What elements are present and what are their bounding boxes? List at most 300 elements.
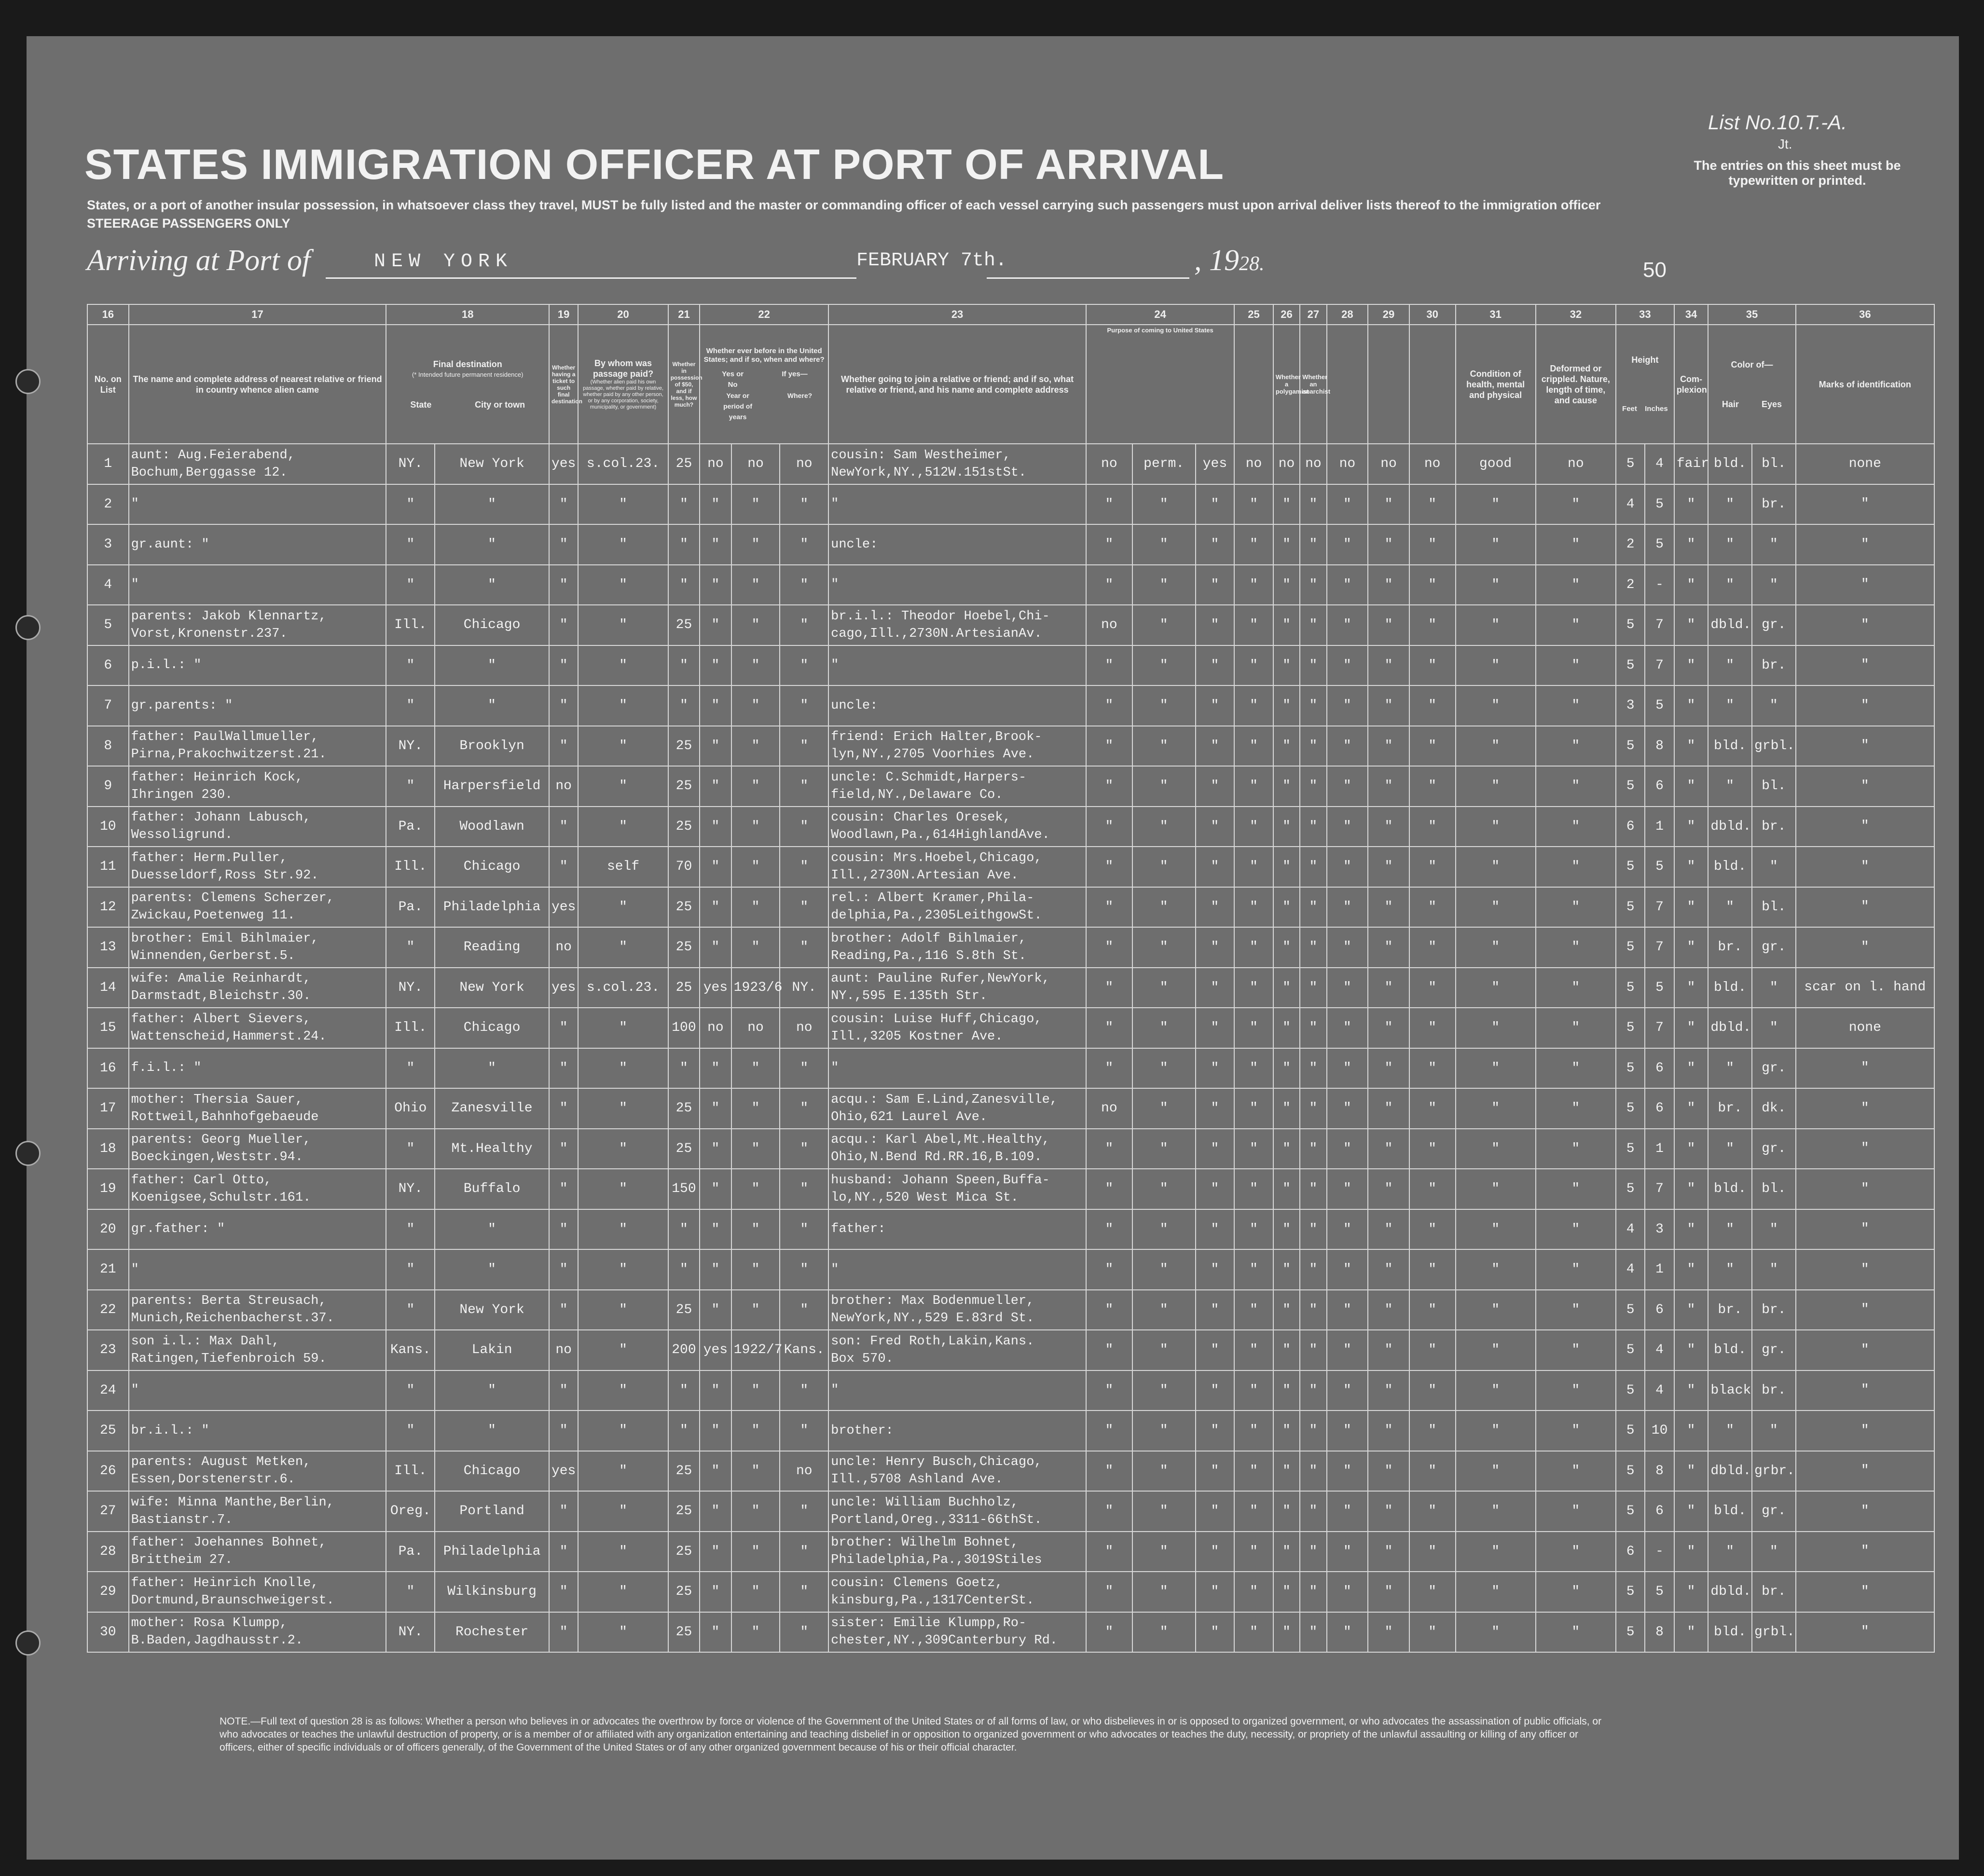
hdr-state: State: [410, 399, 432, 410]
cell-rel: [129, 1088, 386, 1129]
table-row: [87, 1129, 1934, 1169]
table-row: [87, 887, 1934, 928]
cell-ticket: ": [549, 1249, 578, 1290]
cell-ft: 5: [1616, 968, 1645, 1008]
cell-p3: ": [1196, 847, 1235, 887]
cell-eyes: gr.: [1752, 1048, 1796, 1089]
table-row: [87, 524, 1934, 565]
cell-join-line1: uncle: Henry Busch,Chicago,: [831, 1455, 1042, 1470]
cell-no: 3: [87, 524, 129, 565]
cell-c25: ": [1234, 1370, 1273, 1411]
cell-join-line2: Ill.,5708 Ashland Ave.: [831, 1472, 1003, 1487]
cell-yn: ": [700, 726, 731, 767]
cell-ticket: ": [549, 605, 578, 645]
cell-paid: ": [578, 1048, 668, 1089]
table-row: [87, 766, 1934, 807]
cell-c30: ": [1409, 565, 1456, 605]
cell-money: 25: [668, 766, 700, 807]
cell-yn: ": [700, 1169, 731, 1209]
cell-join: [828, 484, 1086, 525]
year-prefix: , 19: [1194, 244, 1239, 277]
cell-marks: ": [1796, 1330, 1934, 1370]
cell-where: ": [780, 1532, 828, 1572]
cell-deformed: ": [1536, 726, 1616, 767]
cell-marks: ": [1796, 887, 1934, 928]
cell-ticket: ": [549, 1410, 578, 1451]
cell-rel: [129, 1008, 386, 1048]
cell-c30: ": [1409, 1532, 1456, 1572]
cell-p3: ": [1196, 1209, 1235, 1250]
cell-c25: ": [1234, 1491, 1273, 1532]
cell-c28: ": [1327, 1532, 1368, 1572]
cell-marks: ": [1796, 1451, 1934, 1492]
cell-ticket: ": [549, 1129, 578, 1169]
cell-paid: ": [578, 726, 668, 767]
cell-paid: ": [578, 1451, 668, 1492]
cell-eyes: ": [1752, 1249, 1796, 1290]
cell-rel-line1: aunt: Aug.Feierabend,: [131, 448, 295, 463]
table-row: [87, 1612, 1934, 1653]
cell-c28: ": [1327, 726, 1368, 767]
cell-eyes: gr.: [1752, 1330, 1796, 1370]
cell-money: 25: [668, 1572, 700, 1612]
cell-hair: ": [1708, 887, 1752, 928]
cell-no: 13: [87, 927, 129, 968]
cell-money: ": [668, 1048, 700, 1089]
cell-health: ": [1456, 1572, 1536, 1612]
cell-health: ": [1456, 645, 1536, 686]
cell-yr: ": [731, 1612, 780, 1653]
cell-join: [828, 1048, 1086, 1089]
cell-p1: ": [1086, 726, 1132, 767]
cell-deformed: ": [1536, 1532, 1616, 1572]
arriving-label: Arriving at Port of: [87, 244, 311, 277]
cell-paid: ": [578, 1249, 668, 1290]
cell-c25: ": [1234, 1612, 1273, 1653]
cell-join-line1: cousin: Mrs.Hoebel,Chicago,: [831, 850, 1042, 865]
cell-eyes: ": [1752, 847, 1796, 887]
cell-c25: ": [1234, 1451, 1273, 1492]
cell-c27: ": [1300, 968, 1326, 1008]
cell-p2: ": [1132, 847, 1196, 887]
cell-health: ": [1456, 1330, 1536, 1370]
cell-yr: 1922/7: [731, 1330, 780, 1370]
cell-marks: ": [1796, 1572, 1934, 1612]
cell-paid: ": [578, 524, 668, 565]
cell-rel-line1: brother: Emil Bihlmaier,: [131, 931, 319, 946]
cell-c25: ": [1234, 887, 1273, 928]
cell-rel: [129, 1491, 386, 1532]
cell-hair: ": [1708, 565, 1752, 605]
cell-money: 200: [668, 1330, 700, 1370]
cell-join-line1: husband: Johann Speen,Buffa-: [831, 1173, 1050, 1188]
cell-city: Brooklyn: [435, 726, 549, 767]
cell-join-line1: uncle: William Buchholz,: [831, 1495, 1019, 1510]
cell-join: [828, 1249, 1086, 1290]
cell-deformed: ": [1536, 847, 1616, 887]
cell-deformed: ": [1536, 605, 1616, 645]
cell-c29: ": [1368, 605, 1409, 645]
cell-c30: ": [1409, 1451, 1456, 1492]
cell-marks: ": [1796, 766, 1934, 807]
col-num-25: 25: [1234, 304, 1273, 325]
table-row: [87, 927, 1934, 968]
hdr-anarchist-text: Whether an anarchist: [1302, 373, 1331, 395]
table-row: [87, 444, 1934, 484]
cell-money: 25: [668, 807, 700, 847]
cell-comp: ": [1674, 1169, 1708, 1209]
cell-deformed: ": [1536, 1209, 1616, 1250]
cell-where: ": [780, 807, 828, 847]
cell-c28: ": [1327, 1209, 1368, 1250]
cell-where: ": [780, 1249, 828, 1290]
cell-where: ": [780, 1572, 828, 1612]
port-name: NEW YORK: [374, 251, 513, 273]
hdr-paid-by: [578, 325, 668, 444]
cell-c30: ": [1409, 968, 1456, 1008]
cell-c25: ": [1234, 1088, 1273, 1129]
cell-p2: ": [1132, 1410, 1196, 1451]
cell-rel-line1: ": [131, 1262, 139, 1277]
cell-state: ": [386, 484, 435, 525]
cell-where: no: [780, 1451, 828, 1492]
cell-comp: ": [1674, 1370, 1708, 1411]
cell-c29: ": [1368, 1048, 1409, 1089]
cell-yn: ": [700, 887, 731, 928]
cell-state: ": [386, 766, 435, 807]
cell-ft: 5: [1616, 1410, 1645, 1451]
cell-hair: bld.: [1708, 1491, 1752, 1532]
cell-c26: ": [1273, 1532, 1300, 1572]
cell-join-line2: Portland,Oreg.,3311-66thSt.: [831, 1512, 1042, 1527]
cell-rel-line2: Duesseldorf,Ross Str.92.: [131, 868, 319, 883]
cell-money: ": [668, 565, 700, 605]
cell-join-line1: cousin: Clemens Goetz,: [831, 1575, 1003, 1590]
cell-join: [828, 524, 1086, 565]
manifest-sheet: [27, 36, 1959, 1860]
hdr-joining: Whether going to join a relative or friend; and if so, what relative or friend, and his name and complete address: [828, 325, 1086, 444]
cell-hair: ": [1708, 1249, 1752, 1290]
cell-c29: ": [1368, 1532, 1409, 1572]
cell-health: ": [1456, 1008, 1536, 1048]
cell-yr: ": [731, 1088, 780, 1129]
cell-yn: ": [700, 766, 731, 807]
hdr-paid-by-note: (Whether alien paid his own passage, whether paid by relative, whether paid by any other person, or by any corporation, society, municipality, or government): [583, 379, 664, 410]
cell-join-line2: kinsburg,Pa.,1317CenterSt.: [831, 1593, 1034, 1608]
hdr-no-on-list: No. on List: [87, 325, 129, 444]
cell-yr: no: [731, 1008, 780, 1048]
cell-no: 14: [87, 968, 129, 1008]
cell-no: 6: [87, 645, 129, 686]
cell-p1: ": [1086, 1249, 1132, 1290]
cell-c30: ": [1409, 1370, 1456, 1411]
cell-state: ": [386, 1209, 435, 1250]
cell-health: ": [1456, 847, 1536, 887]
cell-ft: 5: [1616, 645, 1645, 686]
cell-yr: ": [731, 1209, 780, 1250]
cell-c26: ": [1273, 1169, 1300, 1209]
cell-hair: dbld.: [1708, 1451, 1752, 1492]
cell-c26: ": [1273, 1088, 1300, 1129]
hdr-before-sub: [702, 369, 826, 390]
hdr-col-25: [1234, 325, 1273, 444]
cell-c26: ": [1273, 1491, 1300, 1532]
cell-eyes: bl.: [1752, 887, 1796, 928]
cell-where: ": [780, 1370, 828, 1411]
cell-join-line1: father:: [831, 1222, 886, 1237]
cell-no: 21: [87, 1249, 129, 1290]
cell-p2: ": [1132, 1451, 1196, 1492]
cell-p3: ": [1196, 1491, 1235, 1532]
cell-where: ": [780, 927, 828, 968]
cell-rel: [129, 1410, 386, 1451]
cell-marks: ": [1796, 1612, 1934, 1653]
cell-eyes: ": [1752, 1209, 1796, 1250]
cell-paid: ": [578, 1532, 668, 1572]
cell-rel-line2: Wessoligrund.: [131, 828, 233, 843]
cell-deformed: ": [1536, 1572, 1616, 1612]
table-row: [87, 484, 1934, 525]
cell-ticket: ": [549, 685, 578, 726]
cell-health: ": [1456, 968, 1536, 1008]
cell-ft: 6: [1616, 807, 1645, 847]
table-row: [87, 645, 1934, 686]
cell-yr: ": [731, 484, 780, 525]
cell-state: ": [386, 1048, 435, 1089]
cell-ft: 2: [1616, 565, 1645, 605]
cell-join: [828, 1491, 1086, 1532]
cell-p1: ": [1086, 927, 1132, 968]
cell-c28: ": [1327, 1008, 1368, 1048]
cell-marks: ": [1796, 927, 1934, 968]
table-row: [87, 1370, 1934, 1411]
cell-city: Chicago: [435, 605, 549, 645]
cell-where: ": [780, 1290, 828, 1330]
cell-city: Chicago: [435, 847, 549, 887]
cell-rel-line2: Ratingen,Tiefenbroich 59.: [131, 1351, 327, 1366]
cell-c26: ": [1273, 1209, 1300, 1250]
cell-rel: [129, 1330, 386, 1370]
cell-c28: ": [1327, 1088, 1368, 1129]
cell-hair: ": [1708, 685, 1752, 726]
cell-in: 6: [1645, 1491, 1674, 1532]
cell-in: 4: [1645, 1330, 1674, 1370]
cell-c28: ": [1327, 807, 1368, 847]
cell-no: 9: [87, 766, 129, 807]
cell-p3: ": [1196, 1088, 1235, 1129]
cell-comp: fair: [1674, 444, 1708, 484]
cell-state: Ill.: [386, 847, 435, 887]
cell-p1: ": [1086, 1532, 1132, 1572]
cell-c30: ": [1409, 927, 1456, 968]
col-num-18: 18: [386, 304, 549, 325]
cell-yr: ": [731, 1532, 780, 1572]
arrival-year: [1194, 244, 1265, 278]
hdr-before-sub2: [702, 390, 826, 422]
cell-where: ": [780, 847, 828, 887]
cell-hair: dbld.: [1708, 605, 1752, 645]
cell-c26: ": [1273, 1410, 1300, 1451]
cell-c28: ": [1327, 1451, 1368, 1492]
cell-rel-line1: ": [131, 577, 139, 592]
cell-yn: ": [700, 927, 731, 968]
cell-c27: ": [1300, 1209, 1326, 1250]
cell-c28: ": [1327, 565, 1368, 605]
cell-marks: ": [1796, 1249, 1934, 1290]
cell-join: [828, 1209, 1086, 1250]
cell-ft: 5: [1616, 1370, 1645, 1411]
cell-ticket: ": [549, 726, 578, 767]
cell-c28: ": [1327, 887, 1368, 928]
cell-rel-line2: Boeckingen,Weststr.94.: [131, 1150, 303, 1165]
cell-c30: ": [1409, 605, 1456, 645]
cell-comp: ": [1674, 887, 1708, 928]
cell-state: ": [386, 685, 435, 726]
cell-city: ": [435, 1048, 549, 1089]
cell-comp: ": [1674, 847, 1708, 887]
cell-yn: ": [700, 1048, 731, 1089]
cell-c25: ": [1234, 1330, 1273, 1370]
cell-c29: ": [1368, 1572, 1409, 1612]
table-row: [87, 1572, 1934, 1612]
cell-money: 25: [668, 444, 700, 484]
cell-c26: ": [1273, 807, 1300, 847]
cell-marks: ": [1796, 685, 1934, 726]
cell-rel-line1: f.i.l.: ": [131, 1061, 202, 1076]
cell-p2: ": [1132, 1330, 1196, 1370]
cell-rel-line1: father: PaulWallmueller,: [131, 730, 319, 745]
cell-join: [828, 1169, 1086, 1209]
cell-no: 16: [87, 1048, 129, 1089]
cell-rel: [129, 524, 386, 565]
cell-c29: ": [1368, 807, 1409, 847]
cell-state: ": [386, 1370, 435, 1411]
cell-deformed: ": [1536, 524, 1616, 565]
cell-in: 5: [1645, 685, 1674, 726]
cell-p2: ": [1132, 726, 1196, 767]
cell-join: [828, 807, 1086, 847]
cell-c27: ": [1300, 685, 1326, 726]
cell-c25: ": [1234, 605, 1273, 645]
cell-c27: ": [1300, 1451, 1326, 1492]
cell-p2: ": [1132, 887, 1196, 928]
cell-c25: ": [1234, 1209, 1273, 1250]
cell-p1: ": [1086, 685, 1132, 726]
cell-ticket: ": [549, 1491, 578, 1532]
cell-money: ": [668, 645, 700, 686]
cell-state: ": [386, 524, 435, 565]
cell-ticket: ": [549, 1370, 578, 1411]
cell-c27: ": [1300, 1290, 1326, 1330]
cell-city: Zanesville: [435, 1088, 549, 1129]
cell-where: ": [780, 887, 828, 928]
cell-ft: 2: [1616, 524, 1645, 565]
cell-comp: ": [1674, 1129, 1708, 1169]
cell-c30: ": [1409, 1330, 1456, 1370]
cell-c25: ": [1234, 484, 1273, 525]
cell-city: New York: [435, 444, 549, 484]
cell-yn: no: [700, 1008, 731, 1048]
cell-join-line2: Ill.,3205 Kostner Ave.: [831, 1029, 1003, 1044]
cell-p2: ": [1132, 1370, 1196, 1411]
cell-deformed: no: [1536, 444, 1616, 484]
cell-c29: ": [1368, 1129, 1409, 1169]
cell-state: ": [386, 565, 435, 605]
cell-ft: 5: [1616, 1491, 1645, 1532]
cell-deformed: ": [1536, 1330, 1616, 1370]
cell-c25: ": [1234, 1129, 1273, 1169]
cell-ft: 5: [1616, 1451, 1645, 1492]
cell-comp: ": [1674, 1410, 1708, 1451]
cell-where: ": [780, 645, 828, 686]
cell-comp: ": [1674, 927, 1708, 968]
cell-paid: s.col.23.: [578, 444, 668, 484]
cell-ticket: yes: [549, 444, 578, 484]
cell-c27: ": [1300, 1612, 1326, 1653]
cell-no: 12: [87, 887, 129, 928]
table-row: [87, 1008, 1934, 1048]
cell-c29: ": [1368, 1209, 1409, 1250]
cell-rel: [129, 605, 386, 645]
cell-health: ": [1456, 1612, 1536, 1653]
cell-rel: [129, 726, 386, 767]
cell-marks: ": [1796, 1209, 1934, 1250]
cell-hair: dbld.: [1708, 1008, 1752, 1048]
cell-rel: [129, 1572, 386, 1612]
cell-yn: ": [700, 1370, 731, 1411]
cell-c29: ": [1368, 1088, 1409, 1129]
hdr-eyes: Eyes: [1762, 399, 1782, 409]
cell-money: 25: [668, 887, 700, 928]
cell-p3: ": [1196, 766, 1235, 807]
cell-hair: ": [1708, 766, 1752, 807]
cell-in: 10: [1645, 1410, 1674, 1451]
cell-state: Oreg.: [386, 1491, 435, 1532]
cell-yr: ": [731, 524, 780, 565]
cell-p1: ": [1086, 1209, 1132, 1250]
cell-join-line1: cousin: Sam Westheimer,: [831, 448, 1011, 463]
table-row: [87, 1088, 1934, 1129]
cell-c28: ": [1327, 1129, 1368, 1169]
cell-yn: yes: [700, 968, 731, 1008]
cell-c27: ": [1300, 1410, 1326, 1451]
cell-c29: ": [1368, 1290, 1409, 1330]
cell-p2: ": [1132, 1532, 1196, 1572]
cell-health: ": [1456, 1249, 1536, 1290]
cell-rel-line1: father: Herm.Puller,: [131, 850, 288, 865]
cell-money: 25: [668, 1612, 700, 1653]
hdr-year-period: Year or period of years: [723, 391, 753, 421]
cell-join-line2: chester,NY.,309Canterbury Rd.: [831, 1633, 1058, 1648]
cell-join: [828, 847, 1086, 887]
cell-marks: ": [1796, 484, 1934, 525]
cell-c28: ": [1327, 968, 1368, 1008]
cell-ft: 5: [1616, 1330, 1645, 1370]
cell-join: [828, 1290, 1086, 1330]
cell-paid: ": [578, 1088, 668, 1129]
cell-join: [828, 887, 1086, 928]
cell-ticket: ": [549, 1169, 578, 1209]
cell-city: ": [435, 1209, 549, 1250]
cell-ticket: ": [549, 1532, 578, 1572]
cell-money: 25: [668, 968, 700, 1008]
cell-state: Ill.: [386, 1008, 435, 1048]
cell-health: ": [1456, 726, 1536, 767]
cell-c27: ": [1300, 807, 1326, 847]
cell-no: 24: [87, 1370, 129, 1411]
cell-c29: ": [1368, 685, 1409, 726]
hdr-yes-no: Yes or No: [722, 370, 744, 389]
